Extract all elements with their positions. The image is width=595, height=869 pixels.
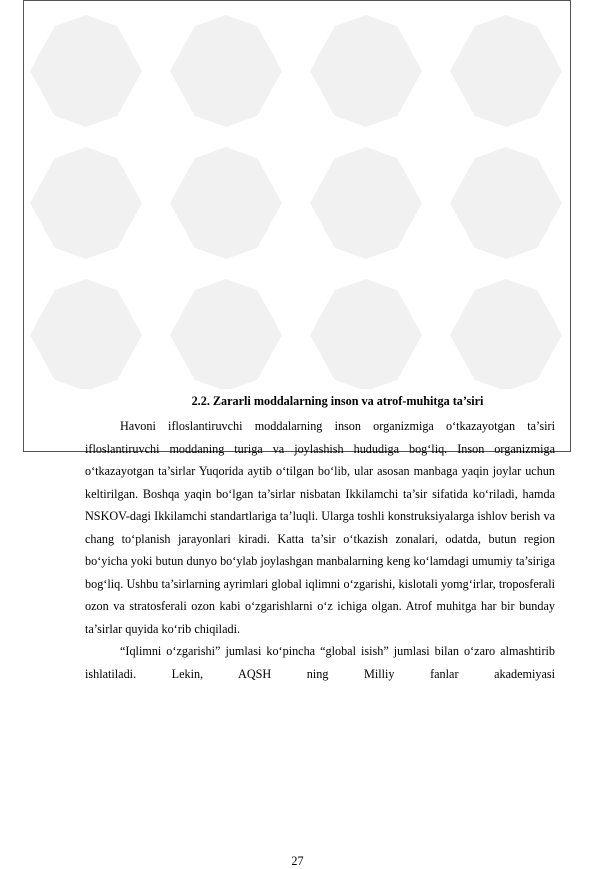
paragraph: “Iqlimni o‘zgarishi” jumlasi ko‘pincha “global isish” jumlasi bilan o‘zaro almashtirib ishlatiladi. Lekin, AQSH ning Milliy fanlar akademiyasi — [85, 644, 555, 681]
watermark-pattern — [24, 1, 570, 389]
body-text — [85, 415, 555, 685]
paragraph: Havoni ifloslantiruvchi moddalarning inson organizmiga o‘tkazayotgan ta’siri ifloslantiruvchi moddaning turiga va joylashish hududiga bog‘liq. Inson organizmiga o‘tkazayotgan ta’sirlar Yuqorida aytib o‘tilgan bo‘lib, ular asosan manbaga yaqin joylar uchun keltirilgan. Boshqa yaqin bo‘lgan ta’sirlar nisbatan Ikkilamchi ta’sir sifatida ko‘riladi, hamda NSKOV-dagi Ikkilamchi standartlariga ta’luqli. Ularga toshli konstruksiyalarga ishlov berish va chang to‘planish jarayonlari kiradi. Katta ta’sir o‘tkazish zonalari, odatda, butun region bo‘yicha yoki butun dunyo bo‘ylab joylashgan manbalarning keng ko‘lamdagi umumiy ta’siriga bog‘liq. Ushbu ta’sirlarning ayrimlari global iqlimni o‘zgarishi, kislotali yomg‘irlar, troposferali ozon va stratosferali ozon kabi o‘zgarishlarni o‘z ichiga olgan. Atrof muhitga har bir bunday ta’sirlar quyida ko‘rib chiqiladi. — [85, 419, 555, 636]
section-heading: 2.2. Zararli moddalarning inson va atrof-muhitga ta’siri — [191, 394, 484, 408]
page-number: 27 — [291, 854, 304, 868]
